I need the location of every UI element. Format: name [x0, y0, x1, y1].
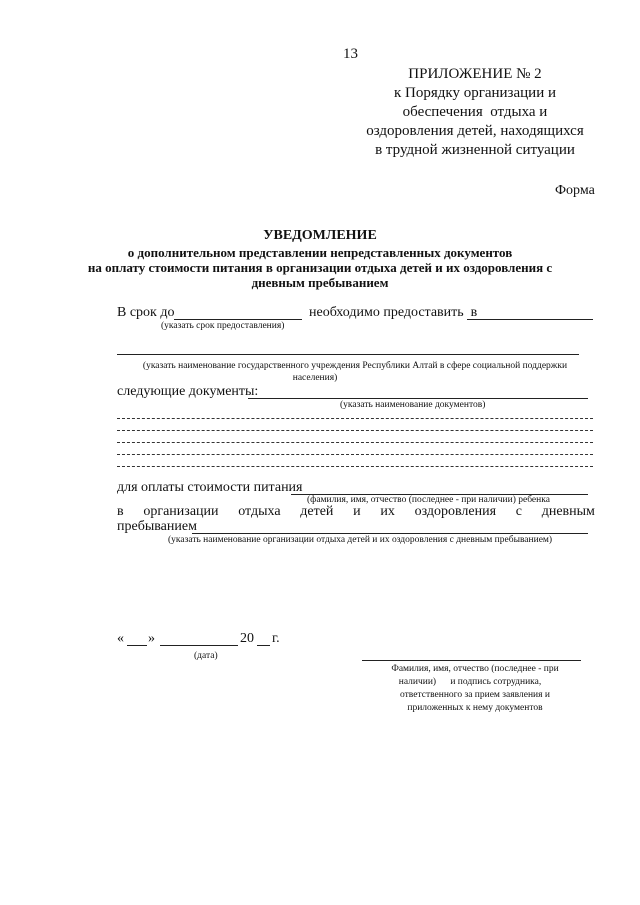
hint-organization: (указать наименование организации отдыха детей и их оздоровления с дневным пребыванием) [168, 535, 553, 545]
institution-field-start[interactable] [467, 319, 593, 320]
payment-label: для оплаты стоимости питания [117, 480, 303, 495]
date-close-quote: » [148, 631, 155, 646]
hint-institution-1: (указать наименование государственного учреждения Республики Алтай в сфере социальной поддержки [142, 361, 568, 371]
notice-subtitle-2: на оплату стоимости питания в организации отдыха детей и их оздоровления с [87, 260, 553, 275]
org-word-2: организации [143, 504, 219, 519]
appendix-line-3: оздоровления детей, находящихся [366, 123, 584, 139]
documents-line-2[interactable] [117, 430, 593, 431]
date-year-prefix: 20 [240, 631, 254, 646]
documents-label: следующие документы: [117, 384, 259, 399]
org-word-9: дневным [541, 504, 595, 519]
stay-label: пребыванием [117, 519, 197, 534]
employee-hint-4: приложенных к нему документов [407, 703, 543, 713]
organization-field[interactable] [192, 533, 588, 534]
hint-institution-2: населения) [292, 373, 338, 383]
page-number: 13 [343, 46, 358, 62]
notice-title: УВЕДОМЛЕНИЕ [263, 228, 377, 243]
date-day-field[interactable] [127, 645, 147, 646]
date-year-field[interactable] [257, 645, 270, 646]
hint-child: (фамилия, имя, отчество (последнее - при наличии) ребенка [307, 495, 550, 505]
deadline-field[interactable] [174, 319, 302, 320]
org-word-1: в [117, 504, 124, 519]
org-word-3: отдыха [238, 504, 281, 519]
notice-subtitle-1: о дополнительном представлении непредставленных документов [127, 245, 513, 260]
date-open-quote: « [117, 631, 124, 646]
org-word-5: и [353, 504, 361, 519]
notice-subtitle-3: дневным пребыванием [251, 275, 389, 290]
date-hint: (дата) [194, 651, 218, 661]
hint-documents: (указать наименование документов) [340, 400, 486, 410]
signature-field[interactable] [362, 660, 581, 661]
employee-hint-1: Фамилия, имя, отчество (последнее - при [391, 664, 559, 674]
org-word-7: оздоровления [414, 504, 497, 519]
institution-field[interactable] [117, 354, 579, 355]
hint-deadline: (указать срок предоставления) [161, 321, 285, 331]
org-word-8: с [515, 504, 522, 519]
appendix-line-1: к Порядку организации и [393, 85, 557, 101]
organization-line [117, 504, 595, 520]
documents-field[interactable] [248, 398, 588, 399]
employee-hint-3: ответственного за прием заявления и [400, 690, 550, 700]
srok-label: В срок до [117, 305, 175, 320]
appendix-line-4: в трудной жизненной ситуации [375, 142, 575, 158]
org-word-4: детей [300, 504, 334, 519]
org-word-6: их [380, 504, 395, 519]
documents-line-4[interactable] [117, 454, 593, 455]
form-label: Форма [555, 183, 595, 198]
documents-line-3[interactable] [117, 442, 593, 443]
employee-hint-2: наличии) и подпись сотрудника, [398, 677, 542, 687]
date-year-suffix: г. [272, 631, 280, 646]
appendix-line-2: обеспечения отдыха и [402, 104, 548, 120]
appendix-title: ПРИЛОЖЕНИЕ № 2 [408, 66, 542, 82]
documents-line-5[interactable] [117, 466, 593, 467]
provide-label: необходимо предоставить в [309, 305, 478, 320]
documents-line-1[interactable] [117, 418, 593, 419]
date-month-field[interactable] [160, 645, 238, 646]
